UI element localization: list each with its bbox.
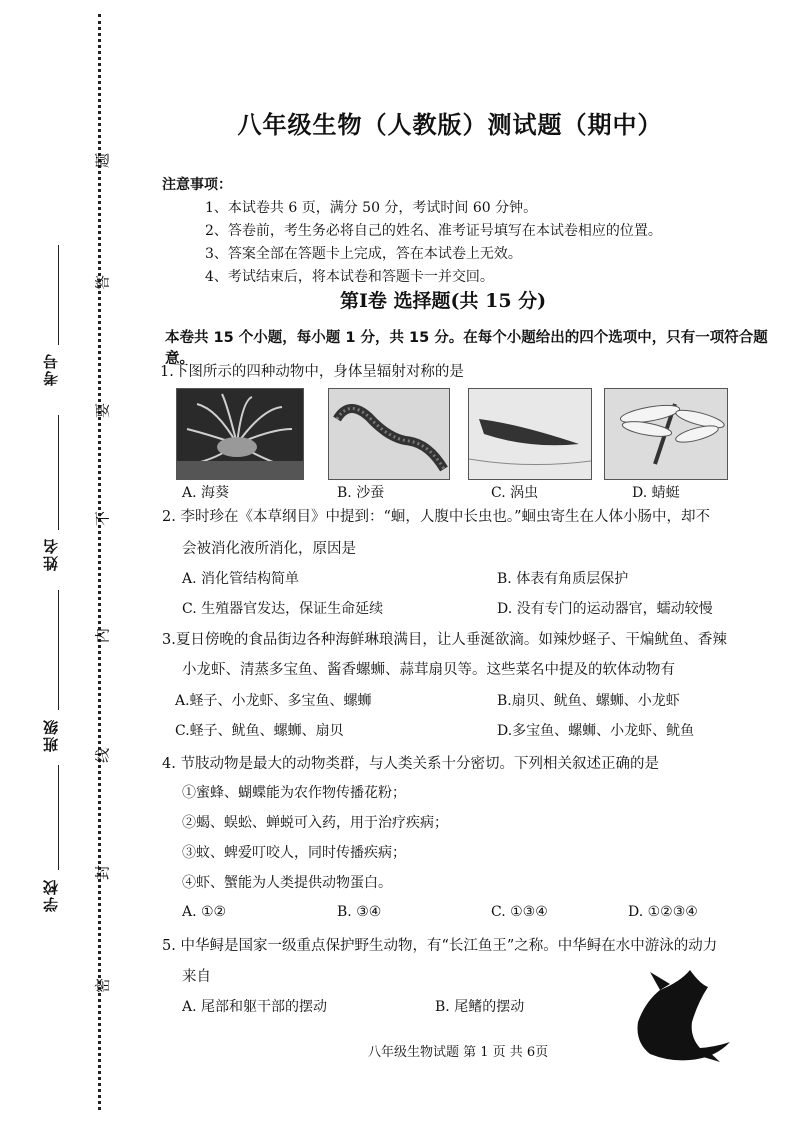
question-4-option-c[interactable]: C. ①③④ xyxy=(491,904,548,920)
exam-number-blank[interactable] xyxy=(58,245,59,345)
question-5-option-a[interactable]: A. 尾部和躯干部的摆动 xyxy=(182,999,328,1015)
note-item: 4、考试结束后，将本试卷和答题卡一并交回。 xyxy=(205,269,494,285)
dragonfly-image xyxy=(604,388,728,480)
seal-char-6: 线 xyxy=(93,748,112,764)
question-1-option-d[interactable]: D. 蜻蜓 xyxy=(632,485,680,501)
question-2-option-c[interactable]: C. 生殖器官发达，保证生命延续 xyxy=(182,601,384,617)
sea-anemone-image xyxy=(176,388,304,480)
question-4-statement: ①蜜蜂、蝴蝶能为农作物传播花粉； xyxy=(182,785,406,801)
question-1-option-c[interactable]: C. 涡虫 xyxy=(491,485,539,501)
note-item: 2、答卷前，考生务必将自己的姓名、准考证号填写在本试卷相应的位置。 xyxy=(205,223,662,239)
question-3-stem-line-1: 3.夏日傍晚的食品街边各种海鲜琳琅满目，让人垂涎欲滴。如辣炒蛏子、干煸鱿鱼、香辣 xyxy=(162,632,727,648)
school-blank[interactable] xyxy=(58,765,59,870)
section-title: 第Ⅰ卷 选择题(共 15 分) xyxy=(340,290,547,312)
section-instruction: 本卷共 15 个小题，每小题 1 分，共 15 分。在每个小题给出的四个选项中，只有一项符合题意。 xyxy=(165,330,768,367)
question-2-stem-line-1: 2. 李时珍在《本草纲目》中提到：“蛔，人腹中长虫也。”蛔虫寄生在人体小肠中，却不 xyxy=(162,509,711,525)
class-label: 班级 xyxy=(42,718,60,752)
note-item: 1、本试卷共 6 页，满分 50 分，考试时间 60 分钟。 xyxy=(205,200,538,216)
question-4-option-b[interactable]: B. ③④ xyxy=(337,904,382,920)
question-3-stem-line-2: 小龙虾、清蒸多宝鱼、酱香螺蛳、蒜茸扇贝等。这些菜名中提及的软体动物有 xyxy=(182,662,675,678)
question-4-statement: ②蝎、蜈蚣、蝉蜕可入药，用于治疗疾病； xyxy=(182,815,448,831)
seal-char-7: 封 xyxy=(93,865,112,881)
name-blank[interactable] xyxy=(58,415,59,530)
page-footer: 八年级生物试题 第 1 页 共 6页 xyxy=(368,1045,549,1060)
question-4-option-a[interactable]: A. ①② xyxy=(182,904,227,920)
planarian-image xyxy=(468,388,592,480)
question-2-option-a[interactable]: A. 消化管结构简单 xyxy=(182,571,300,587)
exam-number-label: 考号 xyxy=(42,352,60,386)
seal-dotted-line xyxy=(98,14,101,1110)
question-4-statement: ④虾、蟹能为人类提供动物蛋白。 xyxy=(182,875,392,891)
seal-char-3: 要 xyxy=(93,403,112,419)
class-blank[interactable] xyxy=(58,590,59,710)
seal-char-2: 答 xyxy=(93,275,112,291)
seal-char-5: 内 xyxy=(93,628,112,644)
question-4-statement: ③蚊、蜱爱叮咬人，同时传播疾病； xyxy=(182,845,406,861)
name-label: 姓名 xyxy=(42,537,60,571)
seal-char-1: 题 xyxy=(93,153,112,169)
chinese-sturgeon-image xyxy=(620,962,740,1072)
school-label: 学校 xyxy=(42,878,60,912)
seal-char-4: 不 xyxy=(93,511,112,527)
question-4-option-d[interactable]: D. ①②③④ xyxy=(628,904,698,920)
question-5-stem-line-1: 5. 中华鲟是国家一级重点保护野生动物，有“长江鱼王”之称。中华鲟在水中游泳的动力 xyxy=(162,938,718,954)
question-2-stem-line-2: 会被消化液所消化，原因是 xyxy=(182,541,356,557)
question-1-option-a[interactable]: A. 海葵 xyxy=(182,485,230,501)
question-3-option-d[interactable]: D.多宝鱼、螺蛳、小龙虾、鱿鱼 xyxy=(497,723,695,739)
question-3-option-c[interactable]: C.蛏子、鱿鱼、螺蛳、扇贝 xyxy=(175,723,344,739)
note-item: 3、答案全部在答题卡上完成，答在本试卷上无效。 xyxy=(205,246,522,262)
question-3-option-b[interactable]: B.扇贝、鱿鱼、螺蛳、小龙虾 xyxy=(497,693,680,709)
page-title: 八年级生物（人教版）测试题（期中） xyxy=(237,110,663,139)
notes-heading: 注意事项： xyxy=(162,177,232,193)
clamworm-image xyxy=(328,388,450,480)
question-4-stem: 4. 节肢动物是最大的动物类群，与人类关系十分密切。下列相关叙述正确的是 xyxy=(162,756,659,772)
question-2-option-b[interactable]: B. 体表有角质层保护 xyxy=(497,571,629,587)
question-5-option-b[interactable]: B. 尾鳍的摆动 xyxy=(435,999,525,1015)
question-1-stem: 1.下图所示的四种动物中，身体呈辐射对称的是 xyxy=(160,364,464,380)
question-5-stem-line-2: 来自 xyxy=(182,969,211,985)
question-2-option-d[interactable]: D. 没有专门的运动器官，蠕动较慢 xyxy=(497,601,713,617)
question-1-option-b[interactable]: B. 沙蚕 xyxy=(337,485,385,501)
question-3-option-a[interactable]: A.蛏子、小龙虾、多宝鱼、螺蛳 xyxy=(175,693,372,709)
seal-char-8: 密 xyxy=(93,978,112,994)
